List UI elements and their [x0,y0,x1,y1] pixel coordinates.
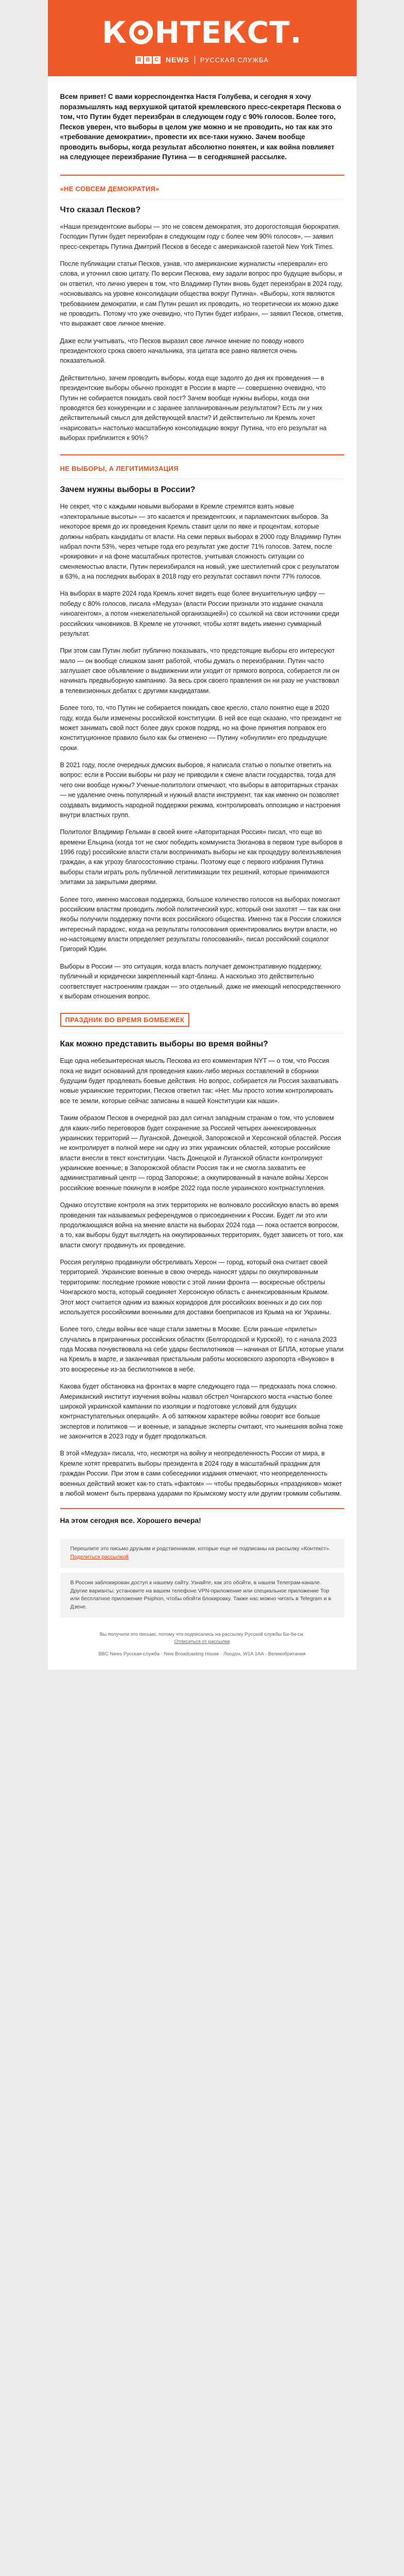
section-subhead: Зачем нужны выборы в России? [60,479,344,495]
access-text: В России заблокирован доступ к нашему сайту. Узнайте, как это обойти, в нашем Телеграм-канале. Другие варианты: установите на вашем телефоне VPN-приложение или специальное приложение Тор или бесплатное приложение Psiphon, чтобы обойти блокировку. Также нас можно читать в Telegram и в Дзене. [70,1579,331,1611]
paragraph: Россия регулярно продвинули обстреливать Херсон — город, который она считает своей территорией. Украинские военные в свою очередь наносят удары по оккупированным территориям: последние громкие новости с этой линии фронта — воскресные обстрелы Чонгарского моста, который соединяет Херсонскую область с аннексированным Крымом. Этот мост считается одним из важных коридоров для российских военных и до сих пор используется российскими военными для доставки боеприпасов из Крыма на юг Украины. [60,1259,331,1316]
paragraph: Более того, то, что Путин не собирается покидать свое кресло, стало понятно еще в 2020 году, когда были изменены российской конституции. В ней все еще сказано, что президент не может занимать свой пост более двух сроков подряд, но на фоне принятия поправок его конституционное правило было как бы отменено — Путину «обнулили» его предыдущие сроки. [60,704,342,752]
paragraph: Не секрет, что с каждыми новыми выборами в Кремле стремятся взять новые «электоральные высоты» — это касается и президентских, и парламентских выборов. За некоторое время до их проведения Кремль ставит цели по явке и процентам, которые должны набрать кандидаты от власти. На семи первых выборах в 2000 году Владимир Путин набрал почти 53%, через четыре года его результат уже достиг 71% голосов. Затем, после «рокировки» и на фоне масштабных протестов, учитывая сложность ситуации со сменяемостью власти, Путин переизбирался на новый, уже шестилетний срок с результатом в 63%, а на последних выборах в 2018 году его результат составил почти 77% голосов. [60,503,341,581]
paragraph: «Наши президентские выборы — это не совсем демократия, это дорогостоящая бюрократия. Господин Путин будет переизбран в следующем году с более чем 90% голосов», — заявил пресс-секретарь Путина Дмитрий Песков в беседе с американской газетой New York Times. [60,223,340,250]
share-box [60,1539,344,1568]
footer [48,1623,357,1670]
signoff: На этом сегодня все. Хорошего вечера! [60,1508,344,1534]
intro-paragraph: Всем привет! С вами корреспондентка Настя Голубева, и сегодня я хочу поразмышлять над верхушкой цитатой кремлевского пресс-секретаря Пескова о том, что Путин будет переизбран в следующем году с 90% голосов. Более того, Песков уверен, что выборы в целом уже можно и не проводить, но так как это «требование демократии», провести их все-таки нужно. Зачем вообще проводить выборы, когда результат абсолютно понятен, и как война повлияет на следующее переизбрание Путина — в сегодняшней рассылке. [60,93,341,161]
service-label: РУССКАЯ СЛУЖБА [200,56,269,64]
bbc-branding [48,56,357,64]
section-war-elections [60,1013,344,1499]
paragraph: Таким образом Песков в очередной раз дал сигнал западным странам о том, что условием для каких-либо переговоров будет сохранение за Россией четырех аннексированных украинских территорий — Луганской, Донецкой, Запорожской и Херсонской областей. Россия не контролирует в полной мере ни одну из этих украинских областей, которые российские власти внесли в текст конституции. Часть Донецкой и Луганской области контролируют украинские военные; в Запорожской области Россия так и не смогла захватить ее административный центр — город Запорожье; а оккупированный в начале войны Херсон российские военные покинули в ноябре 2022 года после украинского контрнаступления. [60,1114,341,1192]
unsubscribe-link[interactable]: Отписаться от рассылки [174,1639,230,1645]
footer-subscription-note: Вы получили это письмо, потому что подписались на рассылку Русской службы Би-би-си. [99,1631,305,1637]
paragraph: При этом сам Путин любит публично показывать, что предстоящие выборы его интересуют мало — он вообще слишком занят работой, чтобы думать о переизбрании. Путин часто заглушает свое объявление о выдвижении или уходит от прямого вопроса, собирается ли он начинать предвыборную кампанию. За весь срок своего правления он ни разу не участвовал в телевизионных дебатах с другими кандидатами. [60,647,340,694]
header [48,0,357,76]
section-subhead: Как можно представить выборы во время войны? [60,1033,344,1049]
paragraph: Однако отсутствие контроля на этих территориях не волновало российскую власть во время проведения так называемых референдумов о присоединении к России. Будет ли это или продолжающаяся война на мнение власти на выборах 2024 года — пока остается вопросом, а то, как выборы будут выглядеть на оккупированных территориях, будет зависеть от того, как власти смогут продвинуть их проведение. [60,1201,343,1249]
paragraph: Какова будет обстановка на фронтах в марте следующего года — предсказать пока сложно. Американский институт изучения войны назвал обстрел Чонгарского моста «частью более широкой украинской кампании по изоляции и подготовке условий для будущих контрнаступательных операций». А об затяжном характере войны говорит все больше экспертов и политиков — и военные, и западные эксперты считают, что нынешняя война тоже не закончится в 2023 году и будет продолжаться. [60,1383,343,1440]
bbc-news-label: NEWS [165,56,189,64]
paragraph-with-link: В 2021 году, после очередных думских выборов, я написала статью о попытке ответить на вопрос: если в России выборы ни разу не приводили к смене власти государства, тогда для чего они вообще нужны? Ученые-политологи отмечают, что выборы в авторитарных странах — не удаление очень популярный и нужный власти инструмент, так как именно он позволяет создавать видимость народной поддержки режима, контролировать оппозицию и настроения внутри властных групп. [60,761,341,819]
section-subhead: Что сказал Песков? [60,199,344,215]
section-heading: НЕ ВЫБОРЫ, А ЛЕГИТИМИЗАЦИЯ [60,454,344,472]
footer-address: BBC News Русская служба · New Broadcasting House · Лондон, W1A 1AA · Великобритания [98,1651,306,1657]
paragraph: Еще одна небезынтересная мысль Пескова из его комментария NYT — о том, что Россия пока не видит оснований для проведения каких-либо мерных составлений в сборники будущим будет продлевать боевые действия. Но вопрос, собирается ли Россия захватывать новые украинские территории, Песков ответил так: «Нет. Мы просто хотим контролировать все те земли, которые сейчас записаны в нашей Конституции как наши». [60,1057,339,1105]
paragraph: Более того, именно массовая поддержка, большое количество голосов на выборах помогают российским властям проводить любой политический курс, который они захотят — так как они якобы получили поддержку почти всех российского общества. Именно так в России сложился интересный парадокс, когда на результаты голосования ориентировались внутри власти, но но-настоящему власти определяет результаты голосований», писал российский социолог Григорий Юдин. [60,895,342,953]
access-box [60,1573,344,1618]
bbc-logo [135,56,161,64]
bbc-letter-2: B [144,56,152,64]
paragraph: На выборах в марте 2024 года Кремль хочет видеть еще более внушительную цифру — победу с 80% голосов, писала «Медуза» (власти России признали это издание сначала «иноагентом», а потом «нежелательной организацией») со ссылкой на свои источники среди российских чиновников. В Кремле не уточняют, чтобы хотят видеть именно суммарный результат. [60,590,340,637]
share-link[interactable]: Поделиться рассылкой [70,1554,129,1561]
logo-text-left: К [102,15,127,50]
paragraph: В этой «Медуза» писала, что, несмотря на войну и неопределенность России от мира, в Кремле хотят превратить выборы президента в 2024 году в масштабный праздник для граждан России. При этом в сами собеседники издания отмечают, что неопределенность военных действий может как-то стать «фактом» — чтобы предвыборных «праздников» может в любой момент быть прервана ударами по Крымскому мосту или другим громким событиям. [60,1450,342,1497]
section-legitimization [60,454,344,1002]
kontekst-logo [102,15,302,50]
section-heading [60,1013,344,1027]
paragraph: Действительно, зачем проводить выборы, когда еще задолго до дня их проведения — в президентские выборы обычно проходят в России в марте — совершенно очевидно, что Путин не собирается покидать свой пост? Зачем вообще нужны выборы, когда они проводятся без конкуренции и с заранее запланированным результатом? Есть ли у них действительный смысл для действующей власти? И действительно ли Кремль хочет «нарисовать» настолько масштабную консолидацию вокруг Путина, что его результат на выборах приблизится к 90%? [60,374,327,442]
email-container [48,0,357,1670]
paragraph: Выборы в России — это ситуация, когда власть получает демонстративную поддержку, публичный и юридически закрепленный карт-бланш. А насколько это действительно соответствует настроениям граждан — это отдельный, даже не имеющий непосредственного к выборам отношения вопрос. [60,962,341,1000]
section-democracy [60,175,344,444]
bbc-letter-3: C [153,56,161,64]
logo-text-right: НТЕКСТ. [154,15,302,50]
section-heading: «НЕ СОВСЕМ ДЕМОКРАТИЯ» [60,175,344,193]
paragraph: Более того, следы войны все чаще стали заметны в Москве. Если раньше «прилеты» случались в приграничных российских областях (Белгородской и Курской), то с начала 2023 года Москва почувствовала на себе удары беспилотников — начиная от БПЛА, которые упали на Кремль в марте, и заканчивая пристальным работы московского аэропорта «Внуково» в это воскресенье из-за беспилотников в небе. [60,1326,344,1373]
share-text: Перешлите это письмо друзьям и родственникам, которые еще не подписаны на рассылку «Контекст». [70,1546,331,1552]
logo-o-icon [129,21,153,44]
paragraph: Политолог Владимир Гельман в своей книге «Авторитарная Россия» писал, что еще во времени Ельцина (когда тот не смог победить коммуниста Зюганова в первом туре выборов в 1996 году) российские власти стали воспринимать выборы не как процедуру волеизъявления граждан, а как угрозу благосостоянию страны. Поэтому еще с первого избрания Путина выборы стали играть роль публичной легитимизации тех решений, которые принимаются элитами за закрытыми дверями. [60,828,343,886]
paragraph: Даже если учитывать, что Песков выразил свое личное мнение по поводу нового президентского срока своего начальника, эта цитата все равно является очень показательной. [60,337,304,365]
newsletter-body [48,76,357,1539]
section-heading-tag: ПРАЗДНИК ВО ВРЕМЯ БОМБЕЖЕК [60,1013,190,1027]
bbc-letter-1: B [135,56,143,64]
paragraph: После публикации статьи Песков, узнав, что американские журналисты «переврали» его слова, и уточнил свою цитату. По версии Пескова, ему задали вопрос про будущие выборы, и он ответил, что лично уверен в том, что Владимир Путин вновь будет переизбран в 2024 году, «основываясь на уровне консолидации общества вокруг Путина». «Выборы, хотя являются требованием демократии, и сам Путин решил их проводить, но теоретически их можно даже не проводить. Потому что уже очевидно, что Путин будет избран», — заявил Песков, отметив, что выражает свое личное мнение. [60,260,343,328]
